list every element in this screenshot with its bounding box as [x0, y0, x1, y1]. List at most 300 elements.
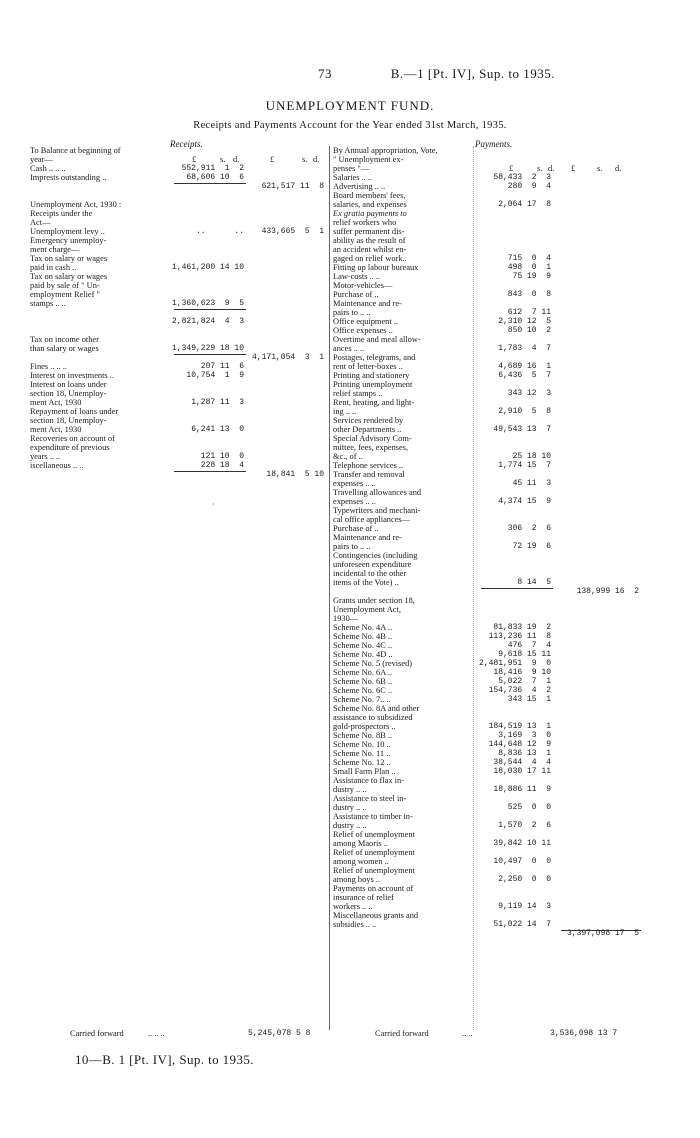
- receipts-row-amount: 1,461,200 14 10: [171, 263, 244, 272]
- receipts-row-label: To Balance at beginning of: [30, 146, 121, 155]
- payments-row-label: Purchase of ..: [333, 524, 379, 533]
- payments-row: [333, 209, 633, 218]
- payments-row: [333, 236, 633, 245]
- payments-row: [333, 353, 633, 362]
- payments-row-label: Relief of unemployment: [333, 848, 415, 857]
- payments-row: [333, 173, 633, 182]
- receipts-row-amount: 433,665 5 1: [261, 227, 324, 236]
- page-header: [318, 66, 555, 82]
- payments-row: [333, 893, 633, 902]
- carried-forward-right-label: Carried forward: [375, 1029, 429, 1038]
- payments-row-amount: 8 14 5: [517, 578, 551, 587]
- page-number: 73: [318, 66, 332, 81]
- money-unit-heading: s.: [302, 155, 308, 164]
- payments-row-label: ances .. ..: [333, 344, 365, 353]
- payments-row-label: Postages, telegrams, and: [333, 353, 416, 362]
- money-unit-heading: d.: [548, 164, 555, 173]
- payments-row: [333, 659, 633, 668]
- payments-row: [333, 596, 633, 605]
- receipts-row-amount: 68,606 10 6: [186, 173, 244, 182]
- payments-row: [333, 920, 633, 929]
- payments-row-label: Maintenance and re-: [333, 533, 402, 542]
- payments-row-amount: 4,374 15 9: [498, 497, 551, 506]
- payments-row-label: expenses .. ..: [333, 479, 376, 488]
- payments-row-amount: 715 0 4: [507, 254, 551, 263]
- column-divider: [329, 146, 330, 1030]
- payments-row-amount: 38,544 4 4: [493, 758, 551, 767]
- payments-row: [333, 794, 633, 803]
- receipts-row: [30, 200, 328, 209]
- payments-row: [333, 398, 633, 407]
- payments-row: [333, 650, 633, 659]
- payments-row-amount: 72 19 6: [512, 542, 551, 551]
- payments-row-label: Assistance to steel in-: [333, 794, 407, 803]
- payments-row-label: Law-costs .. ..: [333, 272, 380, 281]
- receipts-row: [30, 146, 328, 155]
- payments-row-amount: 51,022 14 7: [493, 920, 551, 929]
- payments-row: [333, 434, 633, 443]
- payments-row-amount: 343 15 1: [507, 695, 551, 704]
- payments-row: [333, 695, 633, 704]
- receipts-row-label: than salary or wages: [30, 344, 99, 353]
- receipts-row-label: Repayment of loans under: [30, 407, 119, 416]
- payments-row-label: Overtime and meal allow-: [333, 335, 421, 344]
- payments-row: [333, 254, 633, 263]
- payments-row: [333, 785, 633, 794]
- carried-forward-right-amount: 3,536,098 13 7: [550, 1029, 618, 1038]
- payments-row-label: unforeseen expenditure: [333, 560, 412, 569]
- payments-row-amount: 3,397,098 17 5: [566, 929, 639, 938]
- payments-row-amount: 2,310 12 5: [498, 317, 551, 326]
- receipts-row: [30, 254, 328, 263]
- payments-row-label: " Unemployment ex-: [333, 155, 404, 164]
- money-unit-heading: d.: [233, 155, 240, 164]
- receipts-row-label: Receipts under the: [30, 209, 93, 218]
- payments-row: [333, 182, 633, 191]
- receipts-row-label: iscellaneous .. ..: [30, 461, 84, 470]
- payments-row: [333, 542, 633, 551]
- payments-row-label: Transfer and removal: [333, 470, 405, 479]
- payments-row-amount: 850 10 2: [507, 326, 551, 335]
- payments-row-amount: 75 19 9: [512, 272, 551, 281]
- payments-row-amount: 1,774 15 7: [498, 461, 551, 470]
- account-title: Receipts and Payments Account for the Year ended 31st March, 1935.: [193, 120, 507, 131]
- money-unit-heading: d.: [313, 155, 320, 164]
- receipts-row-label: ment Act, 1930: [30, 398, 82, 407]
- stray-mark: ·: [212, 500, 215, 509]
- payments-row: [333, 668, 633, 677]
- payments-row-label: expenses .. ..: [333, 497, 376, 506]
- payments-row-label: Advertising .. ..: [333, 182, 386, 191]
- payments-row-label: pairs to .. ..: [333, 308, 371, 317]
- payments-row-amount: 58,433 2 3: [493, 173, 551, 182]
- receipts-row-label: Act—: [30, 218, 51, 227]
- payments-row: [333, 515, 633, 524]
- receipts-row: [30, 209, 328, 218]
- payments-row: [333, 326, 633, 335]
- payments-row: [333, 623, 633, 632]
- payments-row-amount: 8,836 13 1: [498, 749, 551, 758]
- payments-row-label: Scheme No. 6A ..: [333, 668, 393, 677]
- payments-row-label: dustry .. ..: [333, 803, 367, 812]
- receipts-row-label: expenditure of previous: [30, 443, 110, 452]
- receipts-row: [30, 362, 328, 371]
- payments-row-label: Office equipment ..: [333, 317, 398, 326]
- payments-row-label: Scheme No. 12 ..: [333, 758, 391, 767]
- payments-row-label: Printing unemployment: [333, 380, 413, 389]
- payments-row: [333, 740, 633, 749]
- payments-row-label: Payments on account of: [333, 884, 414, 893]
- money-unit-heading: s.: [220, 155, 226, 164]
- payments-row: [333, 902, 633, 911]
- receipts-row-label: Tax on income other: [30, 335, 99, 344]
- payments-row: [333, 281, 633, 290]
- receipts-row-amount: 10,754 1 9: [186, 371, 244, 380]
- payments-row-label: cal office appliances—: [333, 515, 411, 524]
- receipts-row: [30, 443, 328, 452]
- payments-row: [333, 164, 633, 173]
- payments-row: [333, 713, 633, 722]
- payments-row-label: Scheme No. 10 ..: [333, 740, 391, 749]
- receipts-row-label: section 18, Unemploy-: [30, 389, 107, 398]
- payments-row-label: Salaries .. ..: [333, 173, 373, 182]
- receipts-row-label: Tax on salary or wages: [30, 254, 108, 263]
- receipts-row-amount: 228 18 4: [200, 461, 244, 470]
- receipts-row-label: ment Act, 1930: [30, 425, 82, 434]
- payments-row-amount: 525 0 0: [507, 803, 551, 812]
- payments-row-label: Scheme No. 6B ..: [333, 677, 393, 686]
- payments-row-label: workers .. ..: [333, 902, 373, 911]
- payments-row: [333, 587, 639, 596]
- payments-row-amount: 1,570 2 6: [498, 821, 551, 830]
- payments-row-amount: 81,833 19 2: [493, 623, 551, 632]
- payments-row-label: Grants under section 18,: [333, 596, 415, 605]
- receipts-heading: Receipts.: [170, 139, 203, 149]
- payments-row-label: &c., of ..: [333, 452, 363, 461]
- payments-row-label: Fitting up labour bureaux: [333, 263, 419, 272]
- payments-row-label: 1930—: [333, 614, 359, 623]
- receipts-row: [30, 389, 328, 398]
- payments-row-label: among women ..: [333, 857, 389, 866]
- payments-row-label: Special Advisory Com-: [333, 434, 412, 443]
- payments-row-label: Scheme No. 4A ..: [333, 623, 393, 632]
- payments-row: [333, 749, 633, 758]
- payments-row: [333, 848, 633, 857]
- payments-row-amount: 343 12 3: [507, 389, 551, 398]
- payments-row-amount: 18,030 17 11: [493, 767, 551, 776]
- receipts-row-label: section 18, Unemploy-: [30, 416, 107, 425]
- money-unit-heading: s.: [537, 164, 543, 173]
- payments-row: [333, 506, 633, 515]
- payments-row-amount: 9,119 14 3: [498, 902, 551, 911]
- receipts-row: [30, 218, 328, 227]
- receipts-row-amount: 621,517 11 8: [261, 182, 324, 191]
- payments-row-label: pairs to .. ..: [333, 542, 371, 551]
- payments-row-label: Services rendered by: [333, 416, 404, 425]
- payments-row: [333, 911, 633, 920]
- payments-row-label: Scheme No. 5 (revised): [333, 659, 413, 668]
- payments-row-label: Scheme No. 4B ..: [333, 632, 393, 641]
- payments-row-label: rent of letter-boxes ..: [333, 362, 403, 371]
- payments-row: [333, 488, 633, 497]
- payments-row: [333, 767, 633, 776]
- carried-forward-left-label: Carried forward: [70, 1029, 124, 1038]
- payments-row-label: Printing and stationery: [333, 371, 410, 380]
- payments-row-label: ing .. ..: [333, 407, 357, 416]
- payments-row-label: Scheme No. 8A and other: [333, 704, 420, 713]
- payments-row: [333, 704, 633, 713]
- payments-row-amount: 476 7 4: [507, 641, 551, 650]
- payments-row: [333, 443, 633, 452]
- payments-row-label: items of the Vote) ..: [333, 578, 399, 587]
- receipts-row: [30, 452, 328, 461]
- payments-row: [333, 776, 633, 785]
- payments-row-amount: 113,236 11 8: [488, 632, 551, 641]
- footer-note: 10—B. 1 [Pt. IV], Sup. to 1935.: [75, 1052, 254, 1067]
- receipts-row: [30, 281, 328, 290]
- payments-row: [333, 371, 633, 380]
- money-unit-heading: £: [509, 164, 514, 173]
- payments-row: [333, 416, 633, 425]
- payments-row-label: Maintenance and re-: [333, 299, 402, 308]
- payments-row: [333, 758, 633, 767]
- payments-row-amount: 184,519 13 1: [488, 722, 551, 731]
- payments-row-amount: 18,886 11 9: [493, 785, 551, 794]
- payments-row: [333, 812, 633, 821]
- payments-row-label: By Annual appropriation, Vote,: [333, 146, 438, 155]
- payments-row-label: insurance of relief: [333, 893, 394, 902]
- receipts-row-amount: 1,349,229 18 10: [171, 344, 244, 353]
- receipts-row: [30, 182, 328, 191]
- receipts-row: [30, 263, 328, 272]
- payments-row: [333, 452, 633, 461]
- payments-row-label: Scheme No. 7.. ..: [333, 695, 391, 704]
- receipts-row-amount: 207 11 6: [200, 362, 244, 371]
- payments-row: [333, 362, 633, 371]
- payments-row-amount: 2,481,951 9 0: [478, 659, 551, 668]
- payments-row-label: assistance to subsidized: [333, 713, 413, 722]
- payments-row-amount: 3,169 3 0: [498, 731, 551, 740]
- payments-row-amount: 5,022 7 1: [498, 677, 551, 686]
- payments-row-label: relief stamps ..: [333, 389, 383, 398]
- payments-row-amount: 4,689 16 1: [498, 362, 551, 371]
- receipts-row: [30, 245, 328, 254]
- fund-title: UNEMPLOYMENT FUND.: [265, 98, 435, 113]
- payments-row: [333, 227, 633, 236]
- receipts-row-label: Tax on salary or wages: [30, 272, 108, 281]
- carried-forward-left-amount: 5,245,078 5 8: [248, 1029, 311, 1038]
- payments-row-amount: 9,618 15 11: [498, 650, 551, 659]
- payments-row: [333, 821, 633, 830]
- payments-row-amount: 2,250 0 0: [498, 875, 551, 884]
- payments-row: [333, 497, 633, 506]
- receipts-row: [30, 191, 328, 200]
- receipts-row: [30, 236, 328, 245]
- receipts-row-amount: 552,911 1 2: [181, 164, 244, 173]
- receipts-row-label: Emergency unemploy-: [30, 236, 107, 245]
- receipts-row: [30, 164, 328, 173]
- payments-row: [333, 272, 633, 281]
- receipts-row-label: paid by sale of " Un-: [30, 281, 100, 290]
- payments-row: [333, 677, 633, 686]
- payments-row-label: among boys ..: [333, 875, 380, 884]
- payments-row-label: among Maoris ..: [333, 839, 388, 848]
- payments-row-label: Motor-vehicles—: [333, 281, 393, 290]
- payments-row: [333, 884, 633, 893]
- payments-row: [333, 569, 633, 578]
- receipts-row-label: Interest on loans under: [30, 380, 107, 389]
- payments-column: [333, 146, 639, 938]
- receipts-row-label: paid in cash ..: [30, 263, 77, 272]
- document-reference: B.—1 [Pt. IV], Sup. to 1935.: [390, 66, 555, 81]
- carried-forward-right-leader: .. ..: [462, 1029, 473, 1038]
- receipts-row-amount: .. ..: [195, 227, 244, 236]
- money-unit-heading: s.: [597, 164, 603, 173]
- payments-row-label: penses "—: [333, 164, 370, 173]
- receipts-row-label: Unemployment levy ..: [30, 227, 105, 236]
- receipts-row: [30, 272, 328, 281]
- payments-row-label: Scheme No. 11 ..: [333, 749, 391, 758]
- receipts-row: [30, 344, 328, 353]
- payments-row: [333, 218, 633, 227]
- payments-row: [333, 875, 633, 884]
- carried-forward-left-leader: .. .. ..: [148, 1029, 165, 1038]
- receipts-row: [30, 380, 328, 389]
- payments-row: [333, 524, 633, 533]
- payments-row: [333, 308, 633, 317]
- receipts-row-amount: 4,171,054 3 1: [251, 353, 324, 362]
- payments-row: [333, 803, 633, 812]
- payments-row: [333, 317, 633, 326]
- receipts-row-label: year—: [30, 155, 53, 164]
- receipts-row: [30, 155, 328, 164]
- payments-row: [333, 290, 633, 299]
- payments-row-label: mittee, fees, expenses,: [333, 443, 409, 452]
- payments-row: [333, 407, 633, 416]
- payments-row-label: an accident whilst en-: [333, 245, 407, 254]
- money-unit-heading: £: [192, 155, 197, 164]
- payments-row-amount: 138,999 16 2: [576, 587, 639, 596]
- payments-row-label: salaries, and expenses: [333, 200, 407, 209]
- payments-row: [333, 830, 633, 839]
- payments-row-label: subsidies .. ..: [333, 920, 377, 929]
- payments-row: [333, 839, 633, 848]
- payments-row-label: Telephone services ..: [333, 461, 404, 470]
- payments-row: [333, 614, 633, 623]
- payments-row-label: ability as the result of: [333, 236, 406, 245]
- payments-row-amount: 6,436 5 7: [498, 371, 551, 380]
- payments-row-label: Travelling allowances and: [333, 488, 422, 497]
- payments-row-label: Scheme No. 8B ..: [333, 731, 393, 740]
- receipts-row-label: Cash .. .. ..: [30, 164, 66, 173]
- receipts-row-amount: 2,821,824 4 3: [171, 317, 244, 326]
- payments-row-amount: 144,648 12 9: [488, 740, 551, 749]
- receipts-row: [30, 353, 328, 362]
- receipts-row: [30, 290, 328, 299]
- payments-row: [333, 155, 633, 164]
- receipts-row-label: Fines .. .. ..: [30, 362, 67, 371]
- receipts-row: [30, 434, 328, 443]
- receipts-row-label: Unemployment Act, 1930 :: [30, 200, 122, 209]
- payments-row-label: Typewriters and mechani-: [333, 506, 421, 515]
- payments-row-label: Relief of unemployment: [333, 866, 415, 875]
- payments-row: [333, 380, 633, 389]
- receipts-row-label: Imprests outstanding ..: [30, 173, 107, 182]
- payments-row-label: Contingencies (including: [333, 551, 418, 560]
- payments-row-label: Unemployment Act,: [333, 605, 401, 614]
- payments-row-amount: 843 0 8: [507, 290, 551, 299]
- payments-row-label: Board members' fees,: [333, 191, 406, 200]
- payments-row-label: gaged on relief work..: [333, 254, 407, 263]
- receipts-row-label: employment Relief ": [30, 290, 100, 299]
- payments-row-label: Scheme No. 4C ..: [333, 641, 393, 650]
- payments-row: [333, 929, 639, 938]
- payments-row: [333, 632, 633, 641]
- payments-row-label: Scheme No. 4D ..: [333, 650, 393, 659]
- money-unit-heading: £: [270, 155, 275, 164]
- payments-row-label: dustry .. ..: [333, 821, 367, 830]
- payments-row: [333, 146, 633, 155]
- payments-row: [333, 344, 633, 353]
- payments-row-amount: 498 0 1: [507, 263, 551, 272]
- payments-row-amount: 280 9 4: [507, 182, 551, 191]
- receipts-row: [30, 299, 328, 308]
- payments-row-label: relief workers who: [333, 218, 397, 227]
- payments-row: [333, 641, 633, 650]
- payments-row-amount: 49,543 13 7: [493, 425, 551, 434]
- payments-row: [333, 263, 633, 272]
- payments-row: [333, 560, 633, 569]
- money-unit-heading: £: [571, 164, 576, 173]
- receipts-row-label: ment charge—: [30, 245, 80, 254]
- payments-row-label: gold-prospectors ..: [333, 722, 396, 731]
- payments-row-label: suffer permanent dis-: [333, 227, 405, 236]
- receipts-row: [30, 227, 328, 236]
- payments-row: [333, 551, 633, 560]
- payments-row-amount: 154,736 4 2: [488, 686, 551, 695]
- payments-row: [333, 605, 633, 614]
- receipts-row: [30, 470, 328, 479]
- receipts-row: [30, 326, 328, 335]
- payments-heading: Payments.: [475, 139, 513, 149]
- payments-row: [333, 857, 633, 866]
- payments-row: [333, 722, 633, 731]
- payments-row-label: Rent, heating, and light-: [333, 398, 415, 407]
- receipts-row-label: Interest on investments ..: [30, 371, 114, 380]
- payments-row-amount: 25 18 10: [512, 452, 551, 461]
- payments-row-amount: 612 7 11: [507, 308, 551, 317]
- payments-row-label: Purchase of ..: [333, 290, 379, 299]
- receipts-row-amount: 6,241 13 0: [191, 425, 244, 434]
- payments-row-amount: 39,842 10 11: [493, 839, 551, 848]
- payments-row: [333, 245, 633, 254]
- receipts-row-label: Recoveries on account of: [30, 434, 115, 443]
- payments-row-amount: 2,064 17 8: [498, 200, 551, 209]
- payments-row: [333, 533, 633, 542]
- payments-row: [333, 191, 633, 200]
- payments-row: [333, 686, 633, 695]
- payments-row: [333, 578, 633, 587]
- payments-row: [333, 335, 633, 344]
- payments-row: [333, 461, 633, 470]
- payments-row-label: Office expenses ..: [333, 326, 393, 335]
- receipts-row: [30, 416, 328, 425]
- payments-row-label: dustry .. ..: [333, 785, 367, 794]
- payments-row: [333, 479, 633, 488]
- payments-row: [333, 866, 633, 875]
- payments-row-label: Scheme No. 6C ..: [333, 686, 393, 695]
- payments-row-label: Relief of unemployment: [333, 830, 415, 839]
